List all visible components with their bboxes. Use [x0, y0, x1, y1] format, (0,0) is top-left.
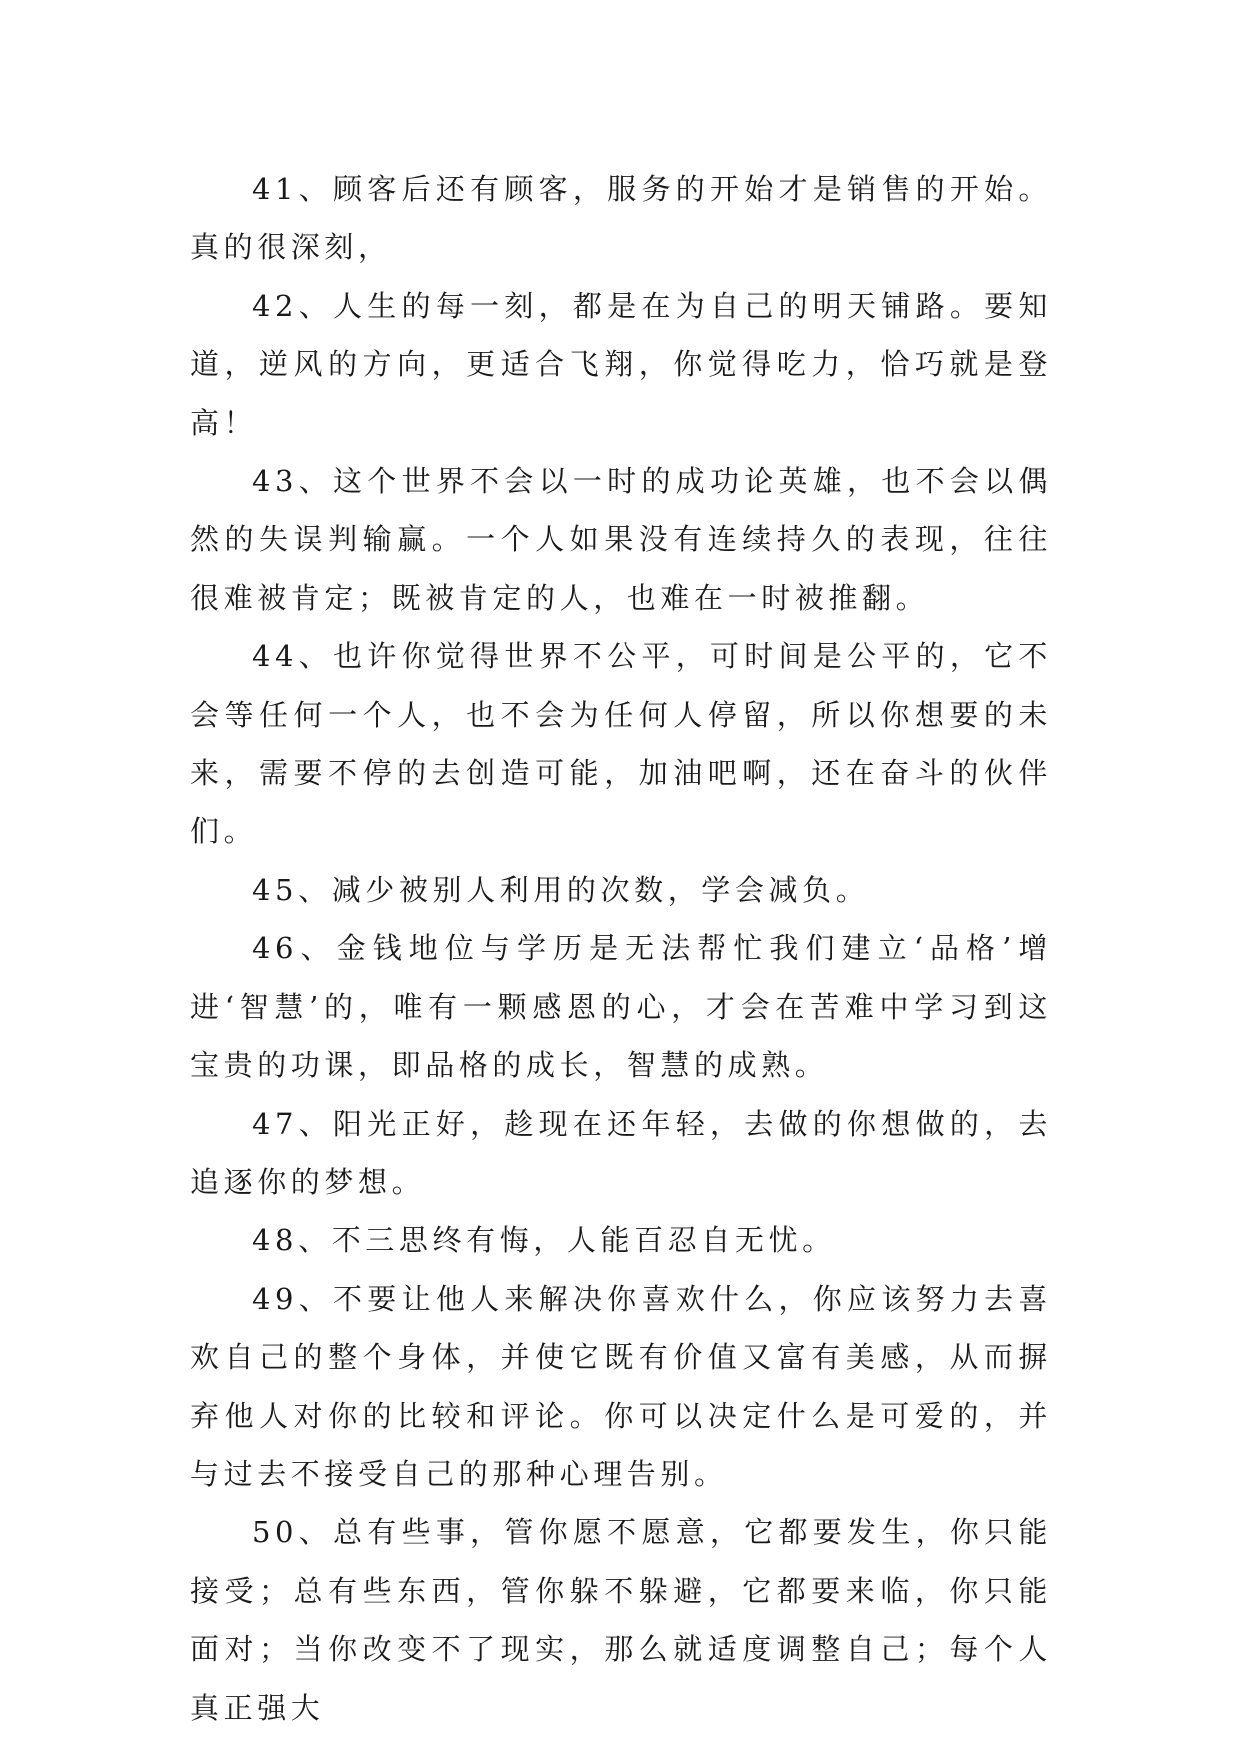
paragraph-42: 42、人生的每一刻，都是在为自己的明天铺路。要知道，逆风的方向，更适合飞翔，你觉得吃力，恰巧就是登高！ [190, 288, 1052, 440]
paragraph-48: 48、不三思终有悔，人能百忍自无忧。 [252, 1223, 836, 1258]
paragraph-45: 45、减少被别人利用的次数，学会减负。 [252, 872, 870, 907]
document-body [190, 160, 1052, 1737]
paragraph-47: 47、阳光正好，趁现在还年轻，去做的你想做的，去追逐你的梦想。 [190, 1106, 1052, 1199]
paragraph-50: 50、总有些事，管你愿不愿意，它都要发生，你只能接受；总有些东西，管你躲不躲避，它都要来临，你只能面对；当你改变不了现实，那么就适度调整自己；每个人真正强大 [190, 1515, 1052, 1725]
paragraph-49: 49、不要让他人来解决你喜欢什么，你应该努力去喜欢自己的整个身体，并使它既有价值又富有美感，从而摒弃他人对你的比较和评论。你可以决定什么是可爱的，并与过去不接受自己的那种心理告别。 [190, 1281, 1052, 1491]
paragraph-41: 41、顾客后还有顾客，服务的开始才是销售的开始。真的很深刻， [190, 172, 1052, 265]
paragraph-46: 46、金钱地位与学历是无法帮忙我们建立‘品格’增进‘智慧’的，唯有一颗感恩的心，才会在苦难中学习到这宝贵的功课，即品格的成长，智慧的成熟。 [190, 931, 1052, 1083]
paragraph-44: 44、也许你觉得世界不公平，可时间是公平的，它不会等任何一个人，也不会为任何人停留，所以你想要的未来，需要不停的去创造可能，加油吧啊，还在奋斗的伙伴们。 [190, 639, 1052, 849]
paragraph-43: 43、这个世界不会以一时的成功论英雄，也不会以偶然的失误判输赢。一个人如果没有连续持久的表现，往往很难被肯定；既被肯定的人，也难在一时被推翻。 [190, 464, 1052, 615]
